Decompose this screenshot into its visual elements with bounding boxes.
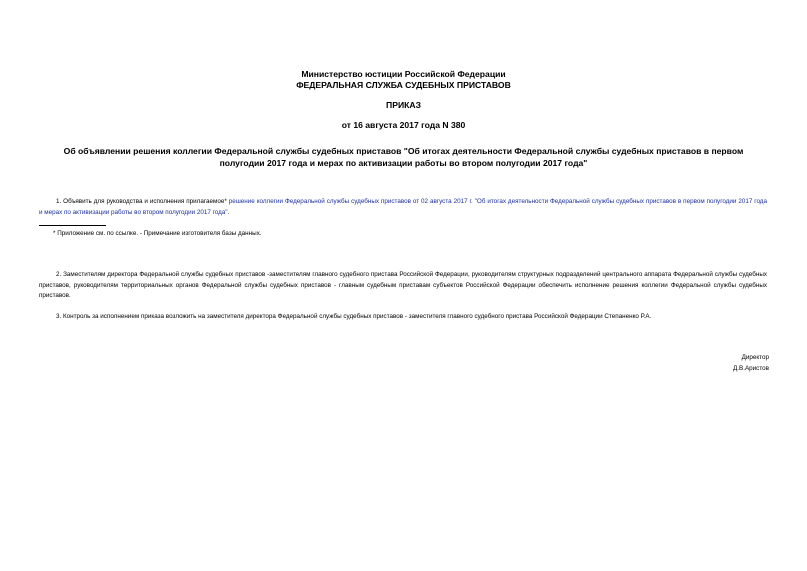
service-heading: ФЕДЕРАЛЬНАЯ СЛУЖБА СУДЕБНЫХ ПРИСТАВОВ (296, 80, 511, 90)
paragraph-1 (39, 197, 767, 218)
doc-type-heading: ПРИКАЗ (386, 100, 421, 110)
signature-position: Директор (741, 354, 769, 361)
footnote: * Приложение см. по ссылке. - Примечание изготовителя базы данных. (53, 230, 262, 237)
paragraph-2 (39, 270, 767, 302)
decision-link[interactable]: решение коллегии Федеральной службы судебных приставов от 02 августа 2017 г. "Об итогах деятельности Федеральной службы судебных приставов в первом полугодии 2017 года и мерах по активизации работы во втором полугодии 2017 года" (39, 198, 767, 216)
paragraph-1-suffix: . (227, 208, 230, 216)
signature-name: Д.В.Аристов (733, 365, 769, 372)
footnote-divider (39, 225, 106, 226)
paragraph-3-text: 3. Контроль за исполнением приказа возложить на заместителя директора Федеральной службы судебных приставов - заместителя главного судебного пристава Российской Федерации Степаненко Р.А. (56, 313, 652, 320)
paragraph-3 (39, 312, 767, 323)
paragraph-1-prefix: 1. Объявить для руководства и исполнения прилагаемое* (56, 198, 229, 205)
ministry-heading: Министерство юстиции Российской Федерации (301, 69, 506, 79)
paragraph-2-text: 2. Заместителям директора Федеральной службы судебных приставов -заместителям главного судебного пристава Российской Федерации, руководителям структурных подразделений центрального аппарата Федеральной службы судебных приставов, руководителям территориальных органов Федеральной службы судебных приставов - главным судебным приставам субъектов Российской Федерации обеспечить исполнение решения коллегии Федеральной службы судебных приставов. (39, 271, 767, 299)
document-title: Об объявлении решения коллегии Федеральной службы судебных приставов "Об итогах деятельности Федеральной службы судебных приставов в первом полугодии 2017 года и мерах по активизации работы во втором полугодии 2017 года" (63, 146, 744, 168)
date-number-heading: от 16 августа 2017 года N 380 (341, 120, 466, 130)
